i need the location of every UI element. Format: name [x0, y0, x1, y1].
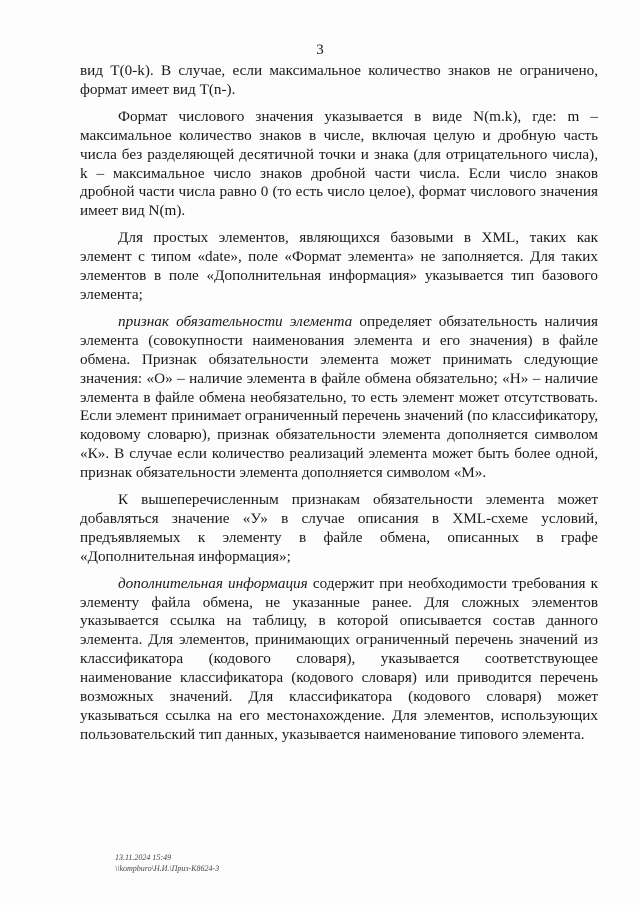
- paragraph-1: [80, 62, 598, 100]
- paragraph-4-text: определяет обязательность наличия элемента (совокупности наименования элемента и его значения) в файле обмена. Признак обязательности элемента может принимать следующие значения: «О» – наличие элемента в файле обмена обязательно; «Н» – наличие элемента в файле обмена необязательно, то есть элемент может отсутствовать. Если элемент принимает ограниченный перечень значений (по классификатору, кодовому словарю), признак обязательности элемента дополняется символом «К». В случае если количество реализаций элемента может быть более одной, признак обязательности элемента дополняется символом «М».: [80, 312, 598, 482]
- paragraph-2-text: Формат числового значения указывается в виде N(m.k), где: m – максимальное количество знаков в числе, включая целую и дробную часть числа без разделяющей десятичной точки и знака (для отрицательного числа), k – максимальное число знаков дробной части числа. Если число знаков дробной части числа равно 0 (то есть число целое), формат числового значения имеет вид N(m).: [80, 107, 598, 220]
- paragraph-5-text: К вышеперечисленным признакам обязательности элемента может добавляться значение «У» в случае описания в XML-схеме условий, предъявляемых к элементу в файле обмена, описанных в графе «Дополнительная информация»;: [80, 491, 598, 565]
- footer-date: 13.11.2024 15:49: [115, 853, 172, 862]
- paragraph-4: [80, 313, 598, 483]
- page-number: 3: [316, 42, 324, 58]
- paragraph-3-text: Для простых элементов, являющихся базовыми в XML, таких как элемент с типом «date», поле «Формат элемента» не заполняется. Для таких элементов в поле «Дополнительная информация» указывается тип базового элемента;: [80, 229, 598, 303]
- footer-stamp: [115, 852, 219, 874]
- paragraph-6: [80, 575, 598, 745]
- paragraph-4-term: признак обязательности элемента: [118, 312, 353, 330]
- paragraph-6-text: содержит при необходимости требования к элементу файла обмена, не указанные ранее. Для сложных элементов указывается ссылка на таблицу, в которой описывается состав данного элемента. Для элементов, принимающих ограниченный перечень значений из классификатора (кодового словаря), указывается соответствующее наименование классификатора (кодового словаря) или приводится перечень возможных значений. Для классификатора (кодового словаря) может указываться ссылка на его местонахождение. Для элементов, использующих пользовательский тип данных, указывается наименование типового элемента.: [80, 574, 598, 743]
- paragraph-2: [80, 108, 598, 221]
- body-text: [80, 62, 598, 745]
- paragraph-3: [80, 229, 598, 305]
- paragraph-6-term: дополнительная информация: [118, 574, 308, 592]
- footer-file-ref: \\kompburo\Н.И.\Приз-К8624-3: [115, 864, 220, 873]
- paragraph-1-text: вид T(0-k). В случае, если максимальное количество знаков не ограничено, формат имеет вид T(n-).: [80, 62, 598, 98]
- paragraph-5: [80, 491, 598, 567]
